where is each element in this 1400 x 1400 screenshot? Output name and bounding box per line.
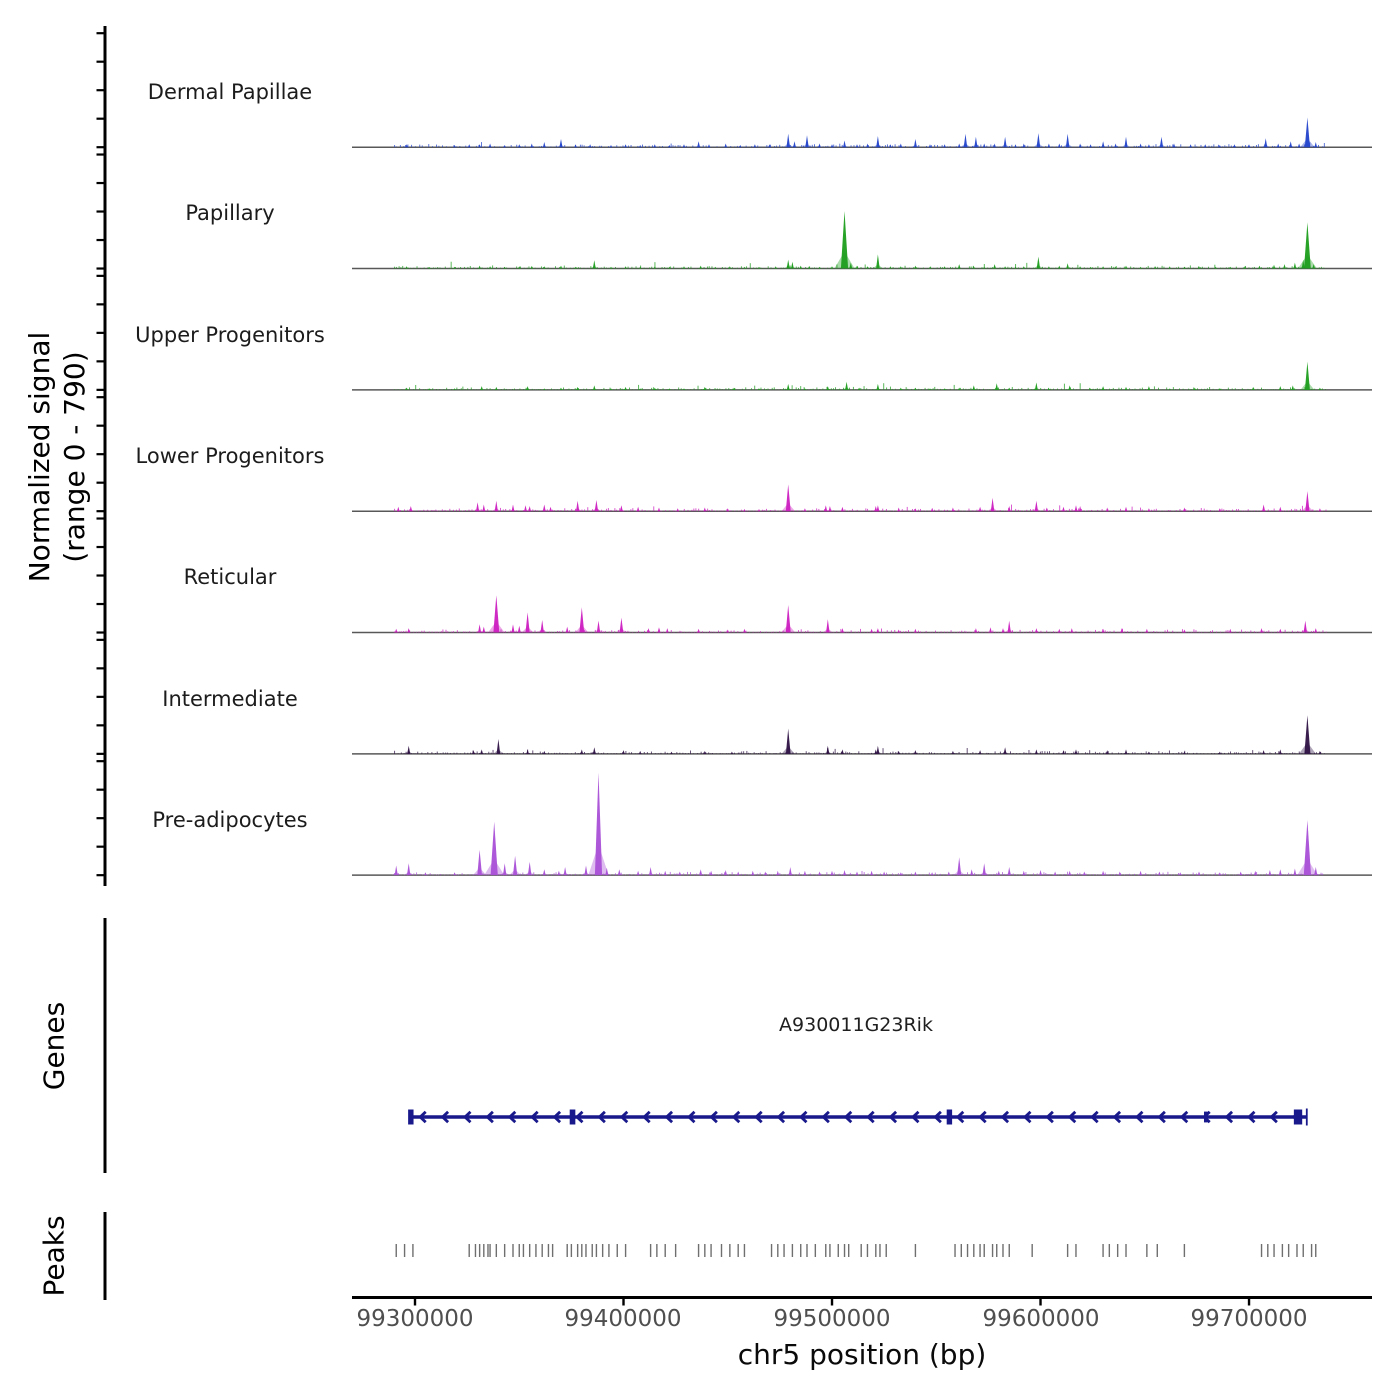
x-tick-label-99500000: 99500000 bbox=[773, 1306, 891, 1332]
track-label-papillary: Papillary bbox=[185, 201, 275, 225]
x-tick-label-99700000: 99700000 bbox=[1190, 1306, 1308, 1332]
track-label-lower-progenitors: Lower Progenitors bbox=[135, 444, 325, 468]
x-axis bbox=[352, 1298, 1372, 1306]
track-label-pre-adipocytes: Pre-adipocytes bbox=[152, 808, 308, 832]
x-axis-title: chr5 position (bp) bbox=[737, 1338, 987, 1371]
track-label-intermediate: Intermediate bbox=[162, 687, 298, 711]
signal-track-2 bbox=[352, 362, 1372, 390]
gene-model bbox=[408, 1109, 1308, 1126]
track-label-dermal-papillae: Dermal Papillae bbox=[147, 80, 313, 104]
signal-track-3 bbox=[352, 484, 1372, 511]
y-axis-label bbox=[22, 332, 92, 583]
x-tick-label-99300000: 99300000 bbox=[356, 1306, 474, 1332]
gene-name-label: A930011G23Rik bbox=[779, 1014, 933, 1036]
signal-track-6 bbox=[352, 773, 1372, 876]
signal-track-4 bbox=[352, 595, 1372, 632]
signal-track-0 bbox=[352, 118, 1372, 148]
x-tick-label-99600000: 99600000 bbox=[982, 1306, 1100, 1332]
signal-track-1 bbox=[352, 211, 1372, 268]
track-label-upper-progenitors: Upper Progenitors bbox=[135, 323, 325, 347]
genes-section-label: Genes bbox=[37, 1001, 71, 1091]
peaks-section-label: Peaks bbox=[37, 1215, 71, 1297]
y-axis-label-line1: Normalized signal bbox=[23, 331, 56, 583]
peaks-ticks bbox=[396, 1244, 1316, 1257]
y-axis-label-line2: (range 0 - 790) bbox=[58, 351, 91, 563]
signal-track-5 bbox=[352, 715, 1372, 754]
x-tick-label-99400000: 99400000 bbox=[564, 1306, 682, 1332]
track-label-reticular: Reticular bbox=[183, 565, 277, 589]
